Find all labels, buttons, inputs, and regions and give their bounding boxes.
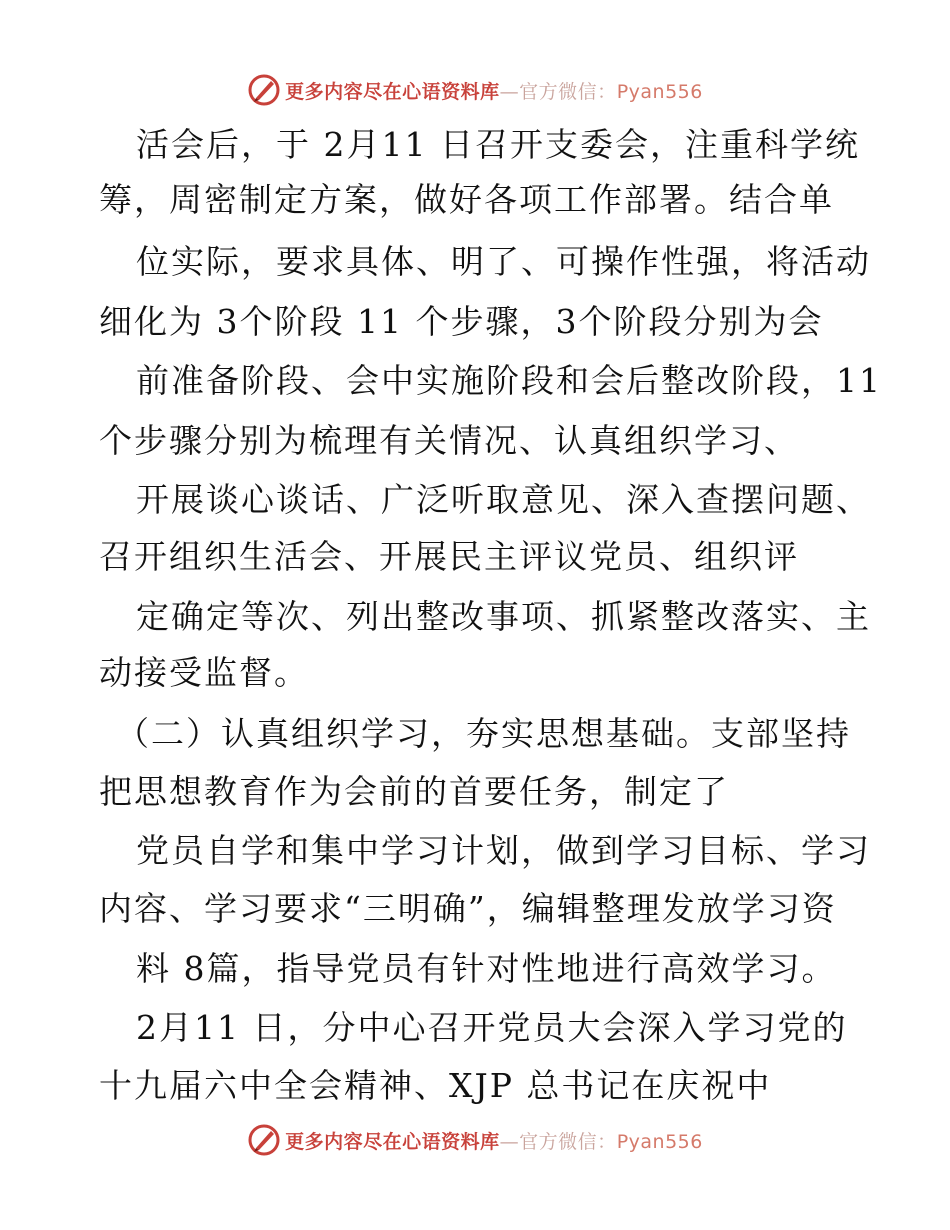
body-line: 党员自学和集中学习计划，做到学习目标、学习	[136, 831, 871, 870]
header-brand: 更多内容尽在心语资料库	[285, 80, 500, 103]
body-line: 开展谈心谈话、广泛听取意见、深入查摆问题、	[136, 480, 871, 519]
body-line: 个步骤分别为梳理有关情况、认真组织学习、	[99, 421, 799, 460]
body-line: 前准备阶段、会中实施阶段和会后整改阶段，11	[136, 361, 882, 400]
body-line: 十九届六中全会精神、XJP 总书记在庆祝中	[99, 1066, 772, 1105]
body-line: （二）认真组织学习，夯实思想基础。支部坚持	[116, 714, 851, 753]
body-line: 料 8篇，指导党员有针对性地进行高效学习。	[136, 949, 837, 988]
header-contact: Pyan556	[616, 80, 703, 103]
header-separator: —	[499, 80, 520, 103]
body-line: 定确定等次、列出整改事项、抓紧整改落实、主	[136, 597, 871, 636]
body-line: 内容、学习要求“三明确”，编辑整理发放学习资	[99, 889, 837, 928]
body-line: 动接受监督。	[99, 653, 309, 692]
footer-watermark-banner	[0, 1120, 950, 1160]
footer-brand: 更多内容尽在心语资料库	[285, 1130, 500, 1153]
body-line: 把思想教育作为会前的首要任务，制定了	[99, 772, 729, 811]
body-line: 细化为 3个阶段 11 个步骤，3个阶段分别为会	[99, 302, 824, 341]
footer-separator: —	[499, 1130, 520, 1153]
header-watermark-banner	[0, 70, 950, 110]
body-line: 筹，周密制定方案，做好各项工作部署。结合单	[99, 180, 834, 219]
footer-official: 官方微信：	[519, 1130, 617, 1153]
body-line: 召开组织生活会、开展民主评议党员、组织评	[99, 537, 799, 576]
body-line: 2月11 日，分中心召开党员大会深入学习党的	[136, 1008, 848, 1047]
pen-logo-icon	[247, 73, 281, 107]
body-line: 位实际，要求具体、明了、可操作性强，将活动	[136, 242, 871, 281]
header-watermark-text	[285, 77, 703, 104]
footer-contact: Pyan556	[616, 1130, 703, 1153]
header-official: 官方微信：	[519, 80, 617, 103]
footer-watermark-text	[285, 1127, 703, 1154]
body-line: 活会后，于 2月11 日召开支委会，注重科学统	[136, 125, 860, 164]
pen-logo-icon	[247, 1123, 281, 1157]
